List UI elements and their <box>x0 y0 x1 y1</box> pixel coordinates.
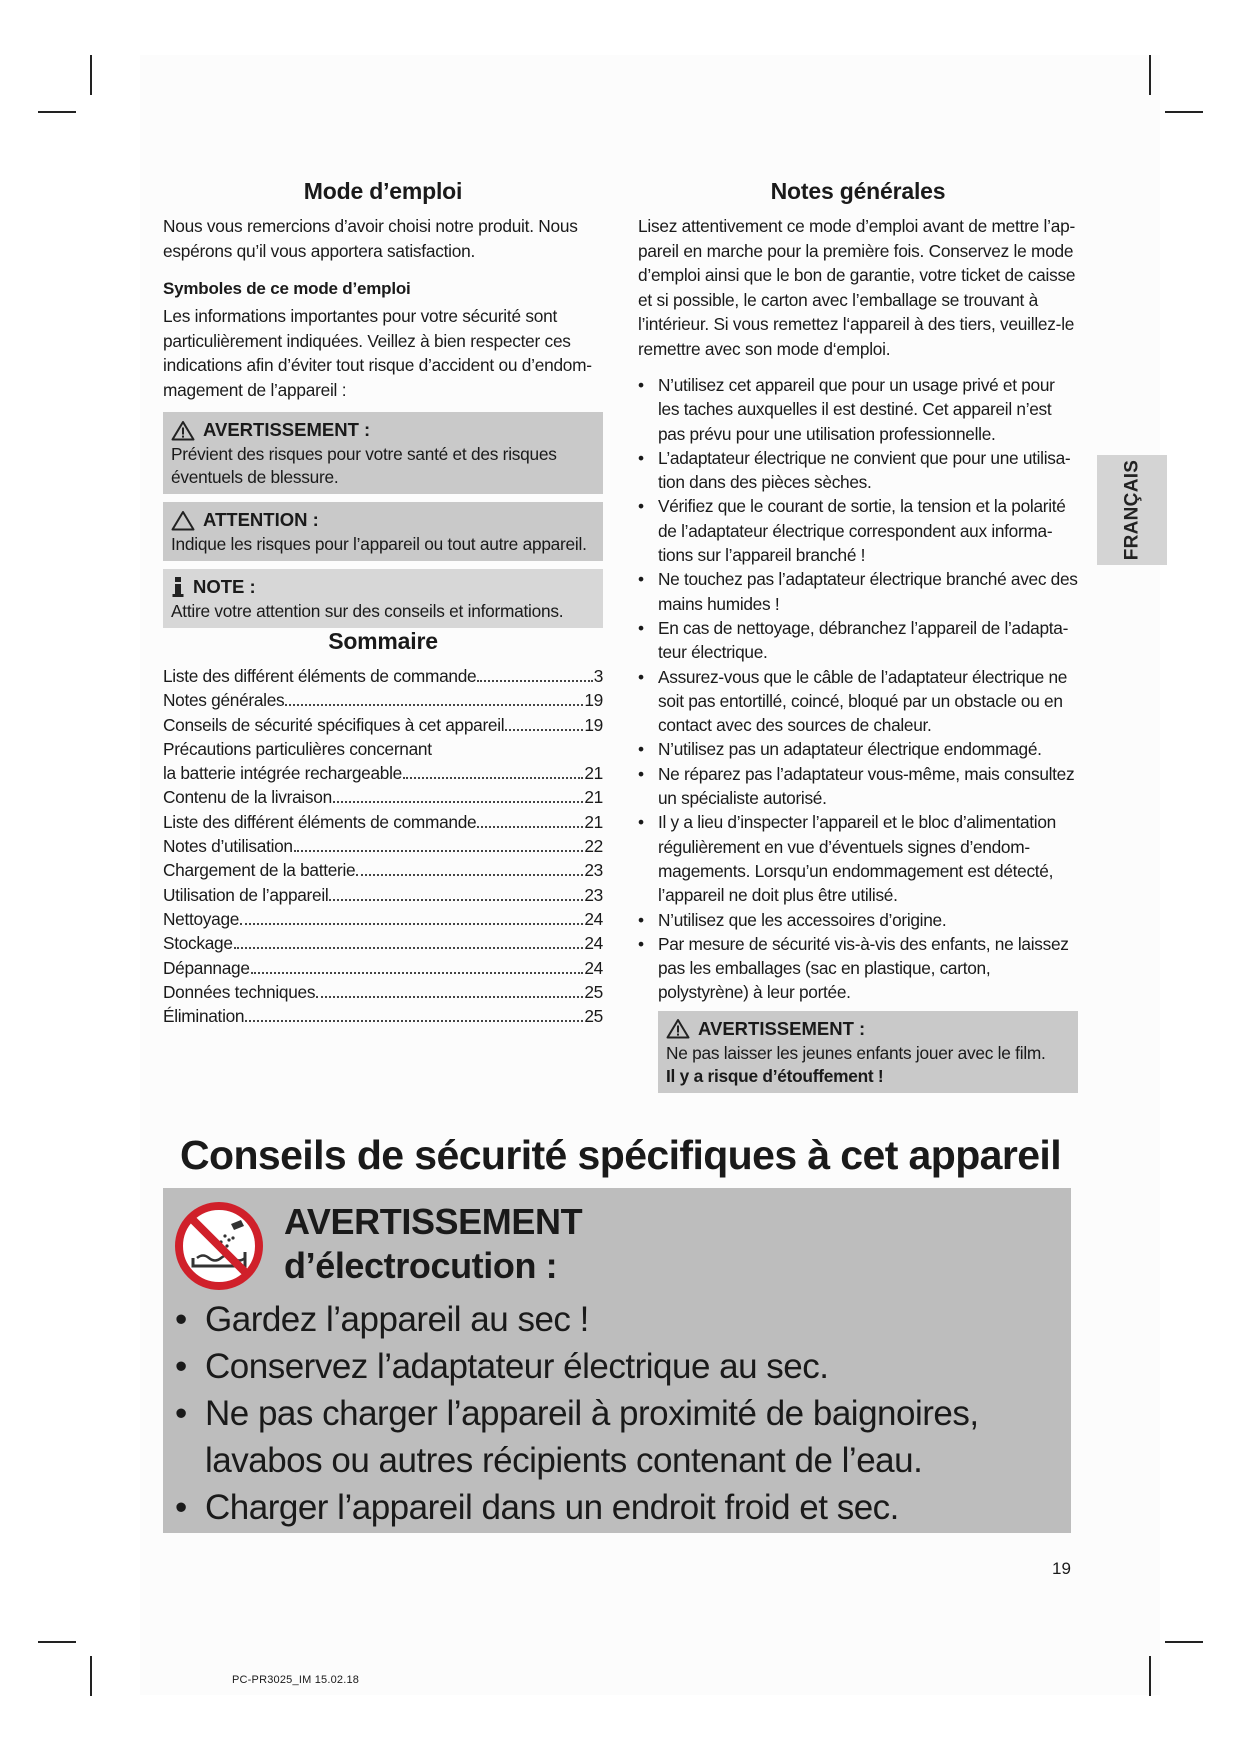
list-item: • N’utilisez cet appareil que pour un usage privé et pour les taches auxquelles il est destiné. Cet appareil n’est pas prévu pour une utilisation professionnelle. <box>638 373 1078 446</box>
crop-mark <box>1149 55 1151 95</box>
toc-entry[interactable]: Données techniques 25 <box>163 981 603 1002</box>
list-item: • L’adaptateur électrique ne convient que pour une utilisa-tion dans des pièces sèches. <box>638 446 1078 495</box>
list-item: • Ne touchez pas l’adaptateur électrique branché avec des mains humides ! <box>638 567 1078 616</box>
toc <box>163 664 603 1028</box>
toc-entry[interactable]: Élimination 25 <box>163 1006 603 1027</box>
toc-entry[interactable]: Stockage 24 <box>163 933 603 954</box>
list-item: • Vérifiez que le courant de sortie, la tension et la polarité de l’adaptateur électrique correspondent aux informa-tions sur l’appareil branché ! <box>638 494 1078 567</box>
toc-entry[interactable]: Utilisation de l’appareil 23 <box>163 884 603 905</box>
list-item: • Par mesure de sécurité vis-à-vis des enfants, ne laissez pas les emballages (sac en plastique, carton, polystyrène) à leur portée. <box>638 932 1078 1005</box>
crop-mark <box>90 55 92 95</box>
toc-entry[interactable]: Nettoyage 24 <box>163 908 603 929</box>
list-item: • Ne réparez pas l’adaptateur vous-même, mais consultez un spécialiste autorisé. <box>638 762 1078 811</box>
toc-entry[interactable]: Contenu de la livraison 21 <box>163 787 603 808</box>
toc-title: Sommaire <box>328 628 438 654</box>
child-warning-title: AVERTISSEMENT : <box>698 1017 866 1039</box>
crop-mark <box>1149 1656 1151 1696</box>
left-column <box>163 178 603 1028</box>
crop-mark <box>38 111 76 113</box>
attention-text: Indique les risques pour l’appareil ou tout autre appareil. <box>171 534 587 554</box>
electrocution-heading-line1: AVERTISSEMENT <box>284 1201 583 1242</box>
toc-entry[interactable]: la batterie intégrée rechargeable 21 <box>163 763 603 784</box>
child-warning-text: Ne pas laisser les jeunes enfants jouer avec le film. <box>666 1042 1046 1063</box>
child-warning-bold: Il y a risque d’étouffement ! <box>666 1065 884 1086</box>
no-water-icon <box>173 1200 265 1292</box>
list-item: • En cas de nettoyage, débranchez l’appareil de l’adapta-teur électrique. <box>638 616 1078 665</box>
crop-mark <box>90 1656 92 1696</box>
warning-text: Prévient des risques pour votre santé et des risques éventuels de blessure. <box>171 444 557 487</box>
list-item: • Charger l’appareil dans un endroit froid et sec. <box>175 1484 1055 1531</box>
list-item: • Gardez l’appareil au sec ! <box>175 1296 1055 1343</box>
general-notes-list <box>638 373 1078 1005</box>
general-notes-intro: Lisez attentivement ce mode d’emploi avant de mettre l’ap-pareil en marche pour la première fois. Conservez le mode d’emploi ainsi que le bon de garantie, votre ticket de caisse et si possible, le carton avec l’emballage se trouvant à l’intérieur. Si vous remettez l‘appareil à des tiers, veuillez-le remettre avec son mode d‘emploi. <box>638 216 1076 359</box>
warning-title: AVERTISSEMENT : <box>203 419 371 440</box>
info-icon <box>171 576 185 598</box>
crop-mark <box>38 1641 76 1643</box>
toc-entry[interactable]: Précautions particulières concernant <box>163 738 432 759</box>
language-label: FRANÇAIS <box>1121 459 1143 561</box>
toc-entry[interactable]: Liste des différent éléments de commande 3 <box>163 666 603 686</box>
symbols-title: Symboles de ce mode d’emploi <box>163 279 411 298</box>
list-item: • Assurez-vous que le câble de l’adaptateur électrique ne soit pas entortillé, coincé, bloqué par un obstacle ou en contact avec des sources de chaleur. <box>638 665 1078 738</box>
note-notice <box>163 569 603 628</box>
crop-mark <box>1165 1641 1203 1643</box>
electrocution-list <box>175 1296 1055 1531</box>
warning-notice <box>163 412 603 494</box>
toc-entry[interactable]: Chargement de la batterie 23 <box>163 860 603 881</box>
list-item: • N’utilisez pas un adaptateur électrique endommagé. <box>638 737 1078 761</box>
page-number: 19 <box>1052 1559 1071 1578</box>
crop-mark <box>1165 111 1203 113</box>
mode-title: Mode d’emploi <box>303 178 463 204</box>
warning-triangle-icon <box>171 420 195 441</box>
general-notes-title: Notes générales <box>770 178 946 204</box>
attention-notice <box>163 502 603 561</box>
electrocution-heading-line2: d’électrocution : <box>284 1245 558 1286</box>
warning-triangle-icon <box>666 1018 690 1039</box>
safety-title: Conseils de sécurité spécifiques à cet appareil <box>179 1132 1061 1178</box>
attention-title: ATTENTION : <box>203 509 319 530</box>
toc-entry[interactable]: Notes générales 19 <box>163 690 603 711</box>
toc-entry[interactable]: Liste des différent éléments de commande 21 <box>163 811 603 832</box>
note-title: NOTE : <box>193 576 256 597</box>
electrocution-heading <box>284 1200 582 1288</box>
child-warning-notice <box>658 1011 1078 1093</box>
list-item: • N’utilisez que les accessoires d’origine. <box>638 908 1078 932</box>
toc-entry[interactable]: Conseils de sécurité spécifiques à cet appareil 19 <box>163 714 603 735</box>
symbols-text: Les informations importantes pour votre sécurité sont particulièrement indiquées. Veillez à bien respecter ces indications afin d’éviter tout risque d’accident ou d’endom-magement de l’appareil : <box>163 306 592 400</box>
toc-entry[interactable]: Dépannage 24 <box>163 957 603 978</box>
note-text: Attire votre attention sur des conseils et informations. <box>171 601 564 621</box>
footer-code: PC-PR3025_IM 15.02.18 <box>232 1674 360 1686</box>
list-item: • Conservez l’adaptateur électrique au sec. <box>175 1343 1055 1390</box>
right-column <box>638 178 1078 1093</box>
list-item: • Ne pas charger l’appareil à proximité de baignoires, lavabos ou autres récipients contenant de l’eau. <box>175 1390 1055 1484</box>
intro-text: Nous vous remercions d’avoir choisi notre produit. Nous espérons qu’il vous apportera satisfaction. <box>163 216 578 261</box>
toc-entry[interactable]: Notes d’utilisation 22 <box>163 836 603 857</box>
language-tab <box>1097 455 1167 565</box>
attention-triangle-icon <box>171 510 195 531</box>
electrocution-warning-box <box>163 1188 1071 1533</box>
list-item: • Il y a lieu d’inspecter l’appareil et le bloc d’alimentation régulièrement en vue d’éventuels signes d’endom-magements. Lorsqu’un endommagement est détecté, l’appareil ne doit plus être utilisé. <box>638 810 1078 907</box>
